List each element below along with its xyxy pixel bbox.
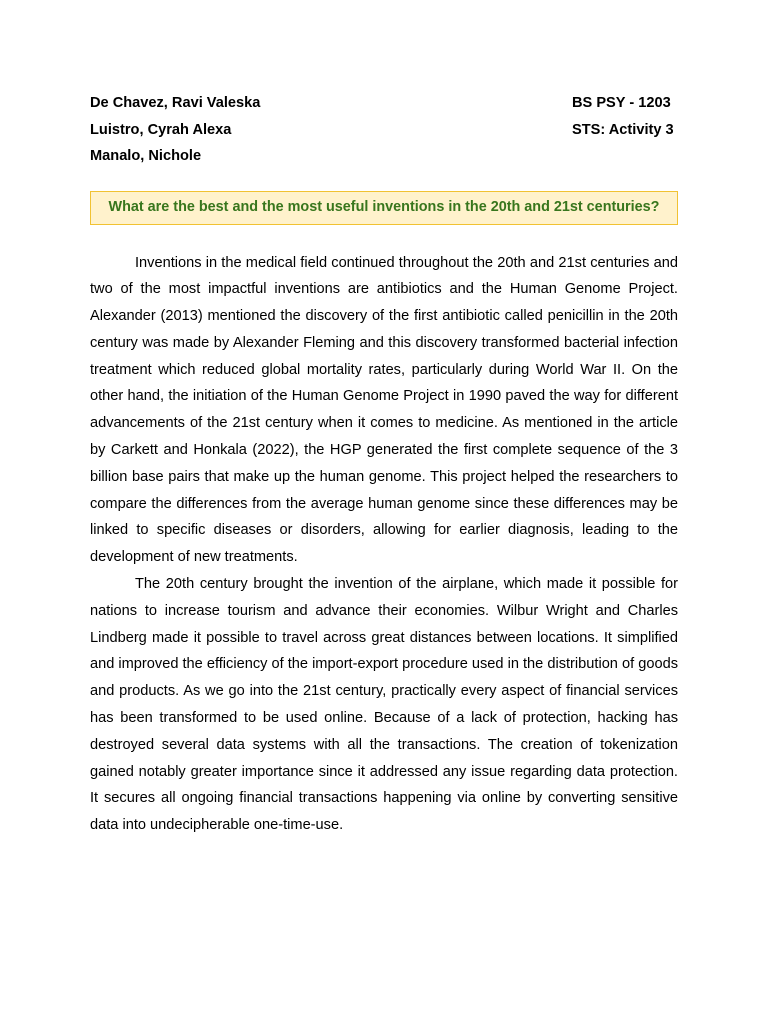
document-header — [90, 90, 678, 170]
essay-paragraph: Inventions in the medical field continued throughout the 20th and 21st centuries and two of the most impactful inventions are antibiotics and the Human Genome Project. Alexander (2013) mentioned the discovery of the first antibiotic called penicillin in the 20th century was made by Alexander Fleming and this discovery transformed bacterial infection treatment which reduced global mortality rates, particularly during World War II. On the other hand, the initiation of the Human Genome Project in 1990 paved the way for different advancements of the 21st century when it comes to medicine. As mentioned in the article by Carkett and Honkala (2022), the HGP generated the first complete sequence of the 3 billion base pairs that make up the human genome. This project helped the researchers to compare the differences from the average human genome since these differences may be linked to specific diseases or disorders, allowing for earlier diagnosis, leading to the development of new treatments. — [90, 254, 678, 566]
question-text: What are the best and the most useful inventions in the 20th and 21st centuries? — [108, 198, 660, 215]
activity-label: STS: Activity 3 — [572, 121, 674, 138]
author-name: De Chavez, Ravi Valeska — [90, 95, 261, 111]
essay-body — [90, 250, 678, 840]
course-code: BS PSY - 1203 — [572, 95, 671, 111]
question-box — [90, 191, 678, 225]
author-list — [90, 90, 260, 170]
essay-paragraph: The 20th century brought the invention of the airplane, which made it possible for nations to increase tourism and advance their economies. Wilbur Wright and Charles Lindberg made it possible to travel across great distances between locations. It simplified and improved the efficiency of the import-export procedure used in the distribution of goods and products. As we go into the 21st century, practically every aspect of financial services has been transformed to be used online. Because of a lack of protection, hacking has destroyed several data systems with all the transactions. The creation of tokenization gained notably greater importance since it addressed any issue regarding data protection. It secures all ongoing financial transactions happening via online by converting sensitive data into undecipherable one-time-use. — [90, 576, 678, 834]
course-info — [572, 90, 678, 170]
author-name: Manalo, Nichole — [90, 148, 202, 164]
document-page — [90, 90, 678, 839]
author-name: Luistro, Cyrah Alexa — [90, 121, 232, 138]
